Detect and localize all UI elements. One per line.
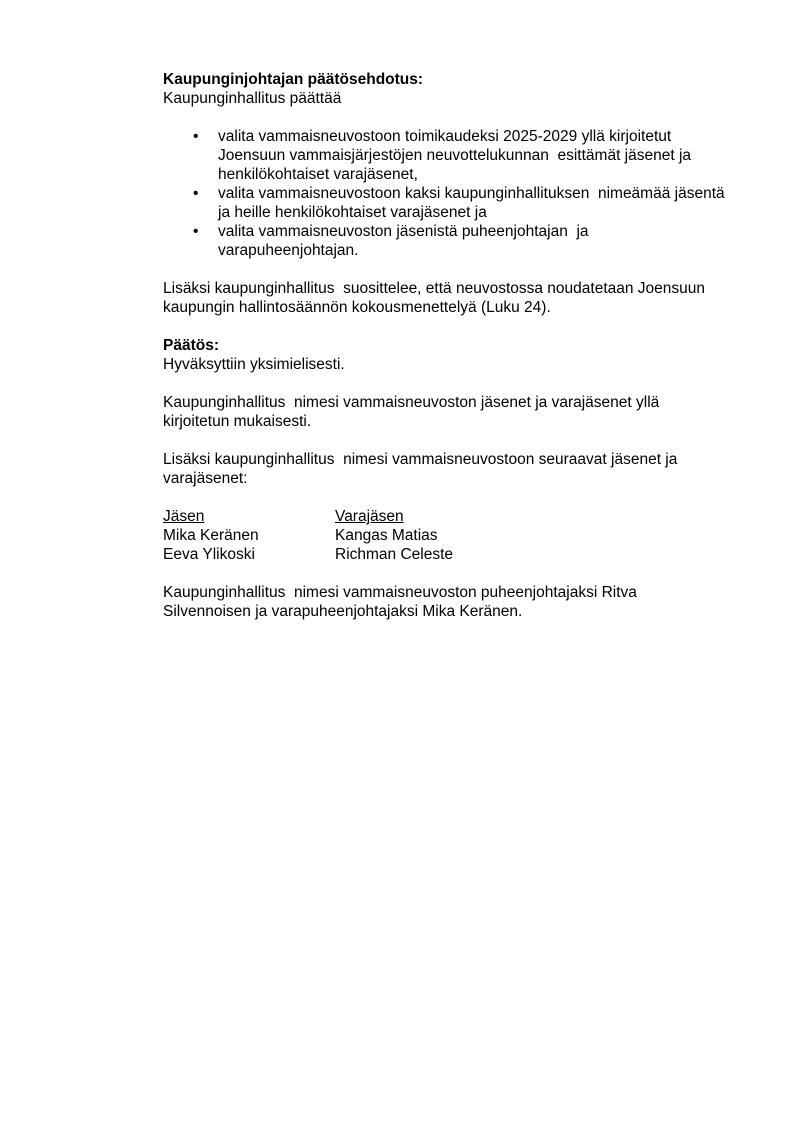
document-content: [163, 70, 729, 640]
proposal-heading: Kaupunginjohtajan päätösehdotus:: [163, 71, 424, 88]
proposal-bullet-list: [163, 127, 729, 260]
table-cell-deputy: Richman Celeste: [335, 546, 454, 563]
members-table: [163, 507, 725, 564]
decision-paragraph-1: Kaupunginhallitus nimesi vammaisneuvoston jäsenet ja varajäsenet yllä kirjoitetun mukaisesti.: [163, 394, 664, 430]
decision-result: Hyväksyttiin yksimielisesti.: [163, 356, 345, 373]
proposal-intro: Kaupunginhallitus päättää: [163, 90, 342, 107]
closing-paragraph: Kaupunginhallitus nimesi vammaisneuvoston puheenjohtajaksi Ritva Silvennoisen ja varapuheenjohtajaksi Mika Keränen.: [163, 584, 642, 620]
decision-paragraph-2: Lisäksi kaupunginhallitus nimesi vammaisneuvostoon seuraavat jäsenet ja varajäsenet:: [163, 451, 682, 487]
bullet-item: • valita vammaisneuvostoon toimikaudeksi 2025-2029 yllä kirjoitetut Joensuun vammaisjärjestöjen neuvottelukunnan esittämät jäsenet ja henkilökohtaiset varajäsenet,: [163, 127, 725, 184]
members-table-header-varajasen: Varajäsen: [335, 508, 404, 525]
table-cell-deputy: Kangas Matias: [335, 527, 438, 544]
decision-heading: Päätös:: [163, 337, 219, 354]
bullet-item: • valita vammaisneuvostoon kaksi kaupunginhallituksen nimeämää jäsentä ja heille henkilökohtaiset varajäsenet ja: [163, 184, 725, 222]
bullet-item: • valita vammaisneuvoston jäsenistä puheenjohtajan ja varapuheenjohtajan.: [163, 222, 725, 260]
members-table-header-jasen: Jäsen: [163, 508, 205, 525]
recommendation-paragraph: Lisäksi kaupunginhallitus suosittelee, että neuvostossa noudatetaan Joensuun kaupungin hallintosäännön kokousmenettelyä (Luku 24).: [163, 280, 710, 316]
table-cell-member: Eeva Ylikoski: [163, 546, 255, 563]
table-cell-member: Mika Keränen: [163, 527, 259, 544]
